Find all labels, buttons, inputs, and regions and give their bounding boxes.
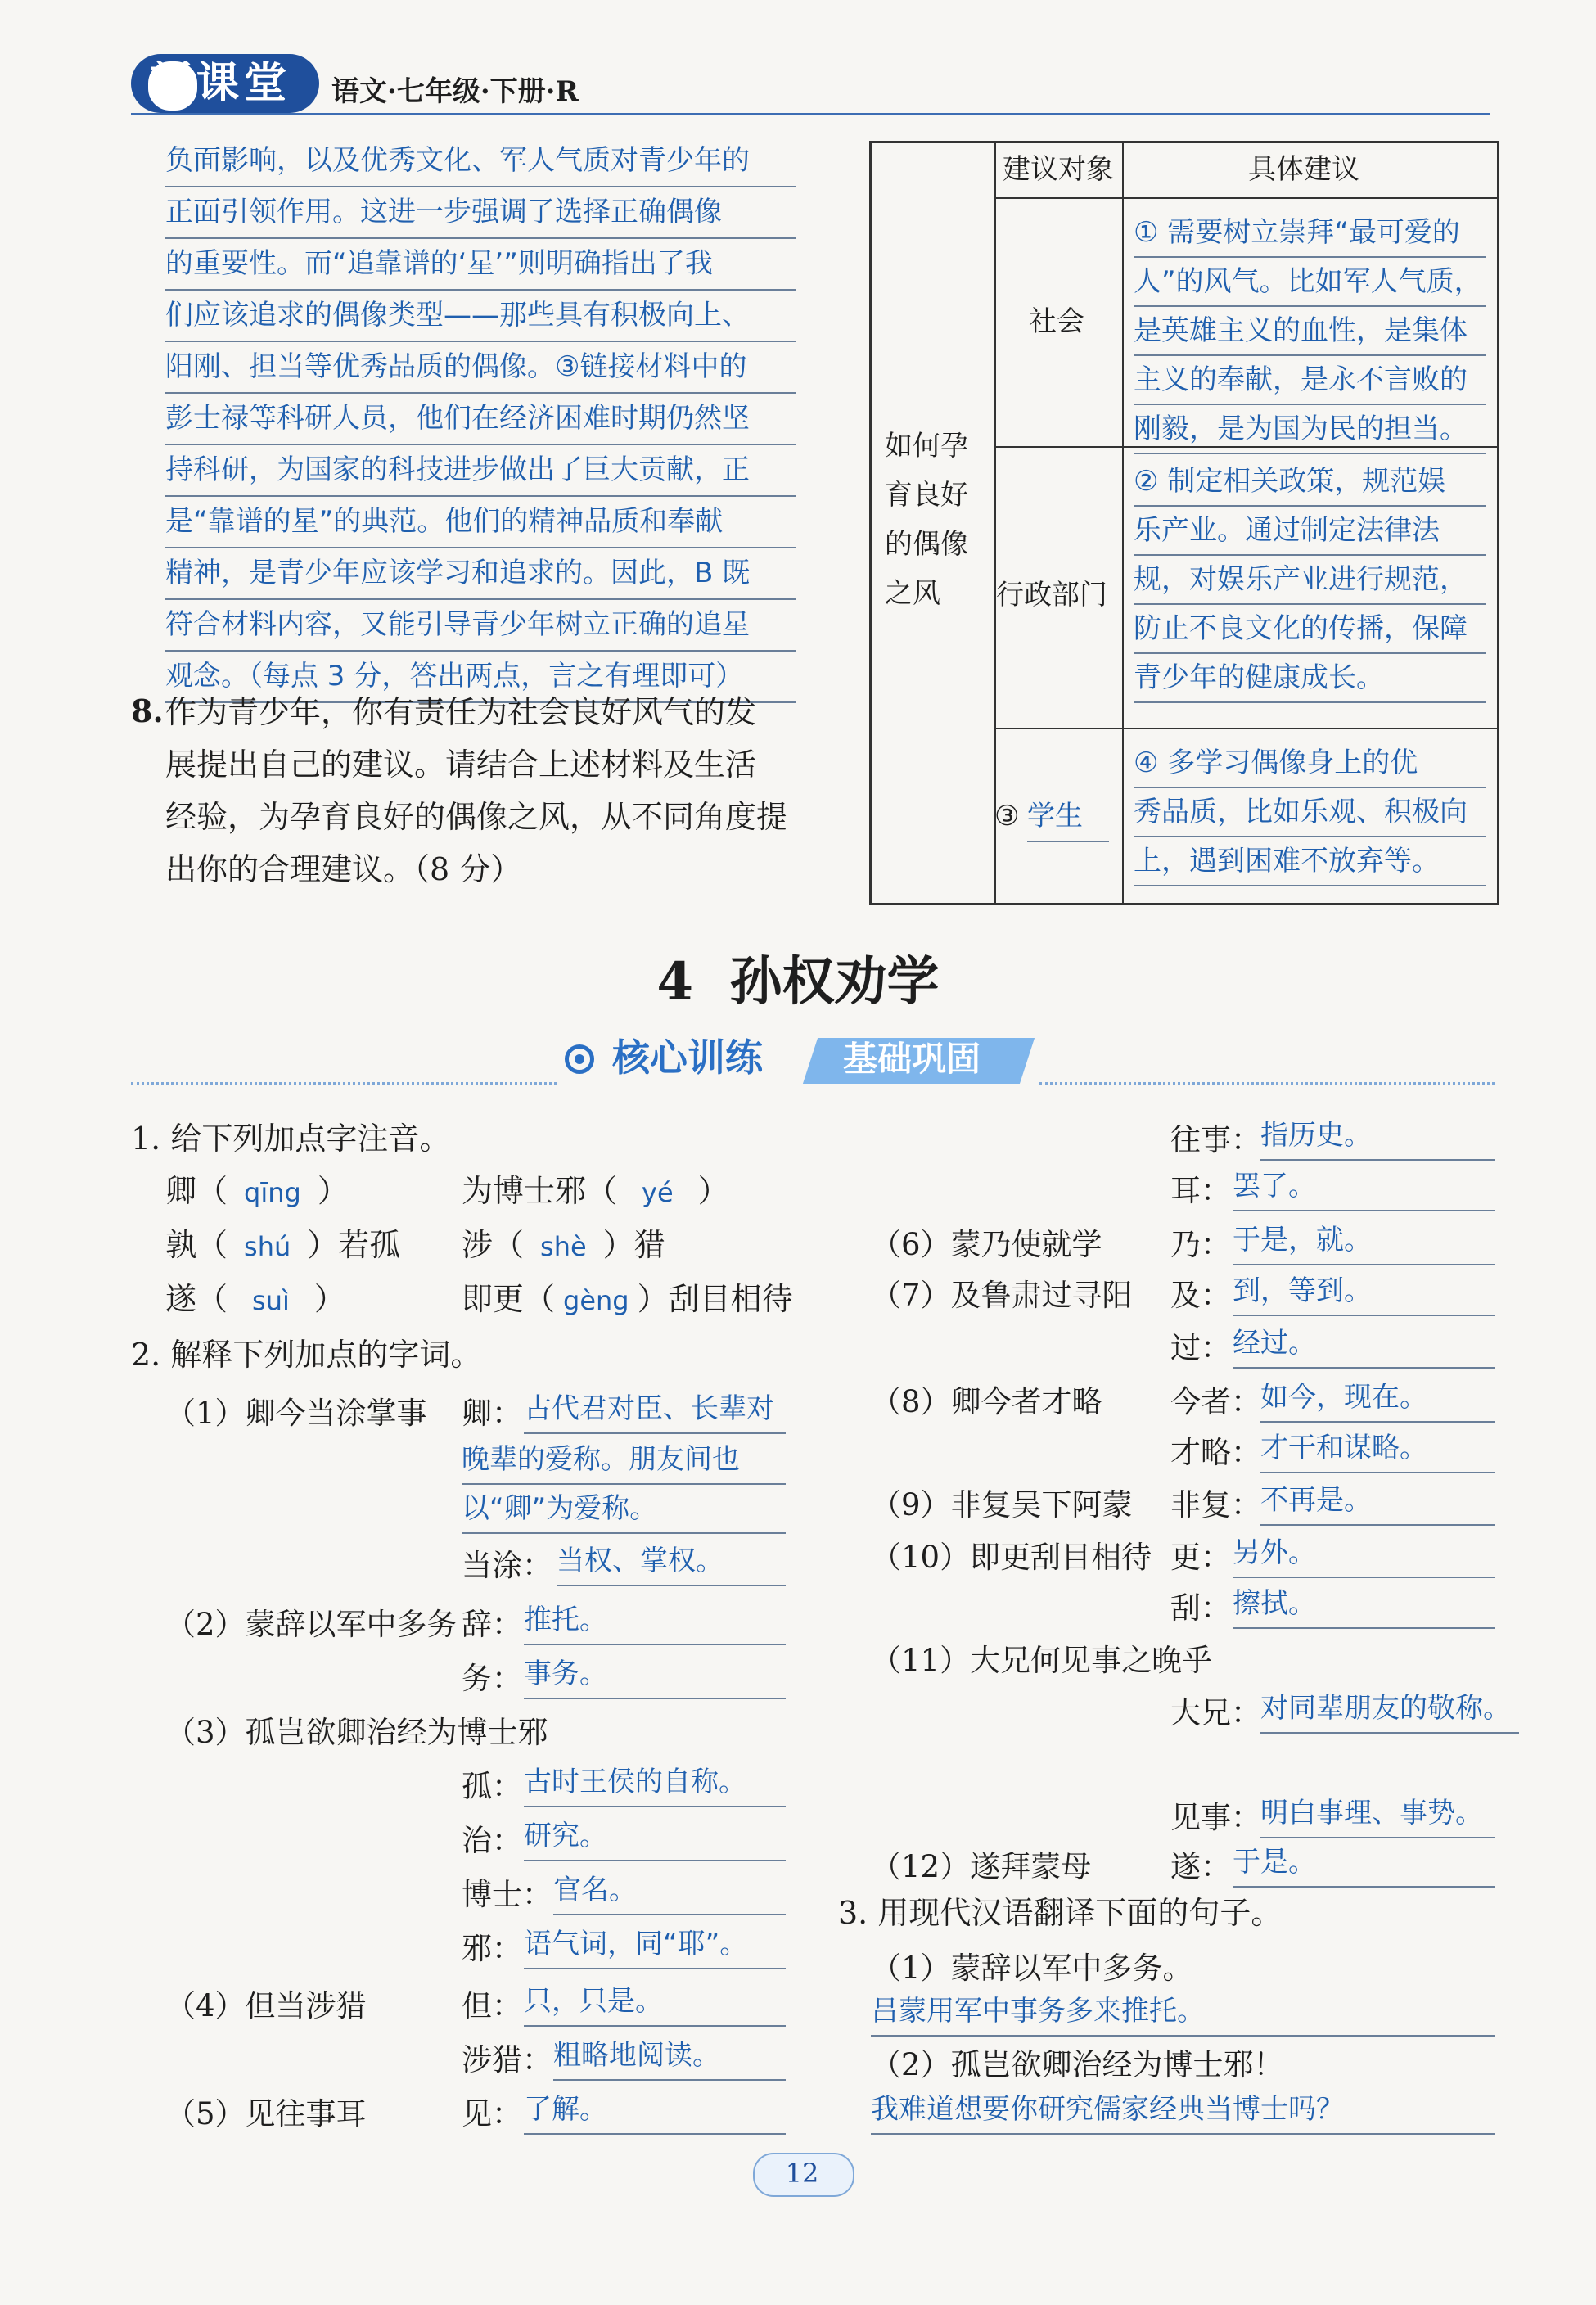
q3-answer: 我难道想要你研究儒家经典当博士吗？ [871,2086,1495,2135]
q2-definition: 推托。 [524,1596,786,1645]
q2-word: 卿： [462,1396,522,1431]
header-logo: 新课堂 [149,59,292,108]
q2-word: 涉猎： [462,2042,552,2077]
banner-left-label: 核心训练 [612,1035,763,1080]
q2-definition: 古时王侯的自称。 [524,1758,786,1807]
table-advice-society: ① 需要树立崇拜“最可爱的 人”的风气。比如军人气质， 是英雄主义的血性，是集体 主义的奉献，是永不言败的 刚毅，是为国为民的担当。 [1134,209,1486,454]
q2-definition: 只，只是。 [524,1978,786,2027]
q1-item: 涉（ shè ）猎 [462,1227,665,1263]
q2-sentence: （7）及鲁肃过寻阳 [871,1278,1133,1313]
answer-line: 正面引领作用。这进一步强调了选择正确偶像 [165,187,796,239]
q3-sentence: （2）孤岂欲卿治经为博士邪！ [871,2047,1284,2082]
q2-word: 大兄： [1170,1695,1261,1730]
q2-definition: 研究。 [524,1812,786,1861]
answer-line: 负面影响，以及优秀文化、军人气质对青少年的 [165,136,796,187]
q1-item: 为博士邪（ yé ） [462,1173,729,1209]
answer-line: 阳刚、担当等优秀品质的偶像。③链接材料中的 [165,342,796,394]
q2-word: 遂： [1170,1849,1231,1884]
q2-sentence: （9）非复吴下阿蒙 [871,1487,1133,1522]
q2-definition: 当权、掌权。 [557,1537,786,1586]
q2-definition: 古代君对臣、长辈对 [524,1385,786,1434]
answer-line: 们应该追求的偶像类型——那些具有积极向上、 [165,291,796,342]
q2-sentence: （2）蒙辞以军中多务 [165,1607,458,1642]
q2-sentence: （4）但当涉猎 [165,1988,367,2023]
q2-word: 非复： [1170,1487,1261,1522]
q8-line: 出你的合理建议。（8 分） [165,851,522,887]
banner-right-label: 基础巩固 [843,1039,981,1079]
header-logo-badge [131,54,319,113]
q2-definition: 到，等到。 [1233,1267,1495,1316]
q2-word: 及： [1170,1278,1231,1313]
q3-stem: 3. 用现代汉语翻译下面的句子。 [838,1895,1283,1931]
q2-sentence: （5）见往事耳 [165,2096,367,2131]
section-banner-line-left [131,1082,557,1085]
table-row-label: 如何孕 育良好 的偶像 之风 [885,430,968,610]
q2-definition: 了解。 [524,2086,786,2135]
q1-item: 孰（ shú ）若孤 [165,1227,401,1263]
q2-definition: 于是，就。 [1233,1216,1495,1265]
q8-line: 作为青少年，你有责任为社会良好风气的发 [165,694,757,730]
q2-definition: 不再是。 [1260,1477,1495,1526]
section-banner-line-right [1039,1082,1495,1085]
q2-definition: 指历史。 [1260,1112,1495,1161]
table-header-target: 建议对象 [1003,153,1114,186]
q2-word: 邪： [462,1931,522,1966]
answer-line: 符合材料内容，又能引导青少年树立正确的追星 [165,600,796,652]
q2-sentence: （11）大兄何见事之晚乎 [871,1643,1213,1678]
header-rule [131,113,1490,115]
page-number: 12 [785,2158,819,2189]
q8-prompt [165,686,804,895]
answer-line: 持科研，为国家的科技进步做出了巨大贡献，正 [165,445,796,497]
q3-answer: 吕蒙用军中事务多来推托。 [871,1987,1495,2037]
q2-definition-cont: 晚辈的爱称。朋友间也 以“卿”为爱称。 [462,1436,786,1534]
q2-word: 务： [462,1661,522,1696]
q2-definition: 另外。 [1233,1529,1495,1578]
q2-word: 当涂： [462,1548,552,1583]
q2-definition: 明白事理、事势。 [1260,1789,1495,1838]
q2-sentence: （12）遂拜蒙母 [871,1849,1092,1884]
answer-line: 观念。（每点 3 分，答出两点，言之有理即可） [165,652,796,703]
q3-sentence: （1）蒙辞以军中多务。 [871,1951,1193,1986]
q2-word: 孤： [462,1769,522,1804]
q2-sentence: （1）卿今当涂掌事 [165,1396,427,1431]
q2-sentence: （8）卿今者才略 [871,1384,1102,1419]
q2-definition: 对同辈朋友的敬称。 [1260,1685,1519,1734]
q1-item: 卿（ qīng ） [165,1173,349,1209]
table-target-admin: 行政部门 [996,579,1107,611]
q1-item: 遂（ suì ） [165,1281,345,1317]
q2-word: 见事： [1170,1800,1261,1835]
header-subtitle: 语文·七年级·下册·R [331,75,579,108]
q2-word: 过： [1170,1330,1231,1365]
table-advice-admin: ② 制定相关政策，规范娱 乐产业。通过制定法律法 规，对娱乐产业进行规范， 防止不良文化的传播，保障 青少年的健康成长。 [1134,458,1486,703]
q2-word: 今者： [1170,1384,1261,1419]
q2-definition: 擦拭。 [1233,1580,1495,1629]
answer-line: 的重要性。而“追靠谱的‘星’”则明确指出了我 [165,239,796,291]
q2-definition: 于是。 [1233,1838,1495,1888]
q2-definition: 粗略地阅读。 [553,2032,786,2081]
table-header-advice: 具体建议 [1248,153,1359,186]
q2-word: 耳： [1170,1173,1231,1208]
q2-definition: 语气词，同“耶”。 [524,1920,786,1969]
answer-line: 是“靠谱的星”的典范。他们的精神品质和奉献 [165,497,796,548]
q2-sentence: （3）孤岂欲卿治经为博士邪 [165,1715,548,1750]
q2-stem: 2. 解释下列加点的字词。 [131,1337,482,1373]
q2-definition: 官名。 [553,1866,786,1915]
q8-line: 经验，为孕育良好的偶像之风，从不同角度提 [165,799,788,835]
suggestion-table [869,141,1499,905]
q2-definition: 如今，现在。 [1260,1374,1495,1423]
q2-word: 但： [462,1988,522,2023]
q8-number: 8. [131,692,164,729]
table-target-prefix: ③ [994,800,1020,832]
q2-word: 博士： [462,1877,552,1912]
q2-definition: 罢了。 [1233,1162,1495,1211]
q2-sentence: （10）即更刮目相待 [871,1540,1152,1575]
table-target-society: 社会 [1029,305,1084,338]
q2-definition: 经过。 [1233,1319,1495,1369]
q2-word: 更： [1170,1540,1231,1575]
answer-line: 精神，是青少年应该学习和追求的。因此，B 既 [165,548,796,600]
q2-word: 治： [462,1823,522,1858]
q2-word: 辞： [462,1607,522,1642]
table-advice-student: ④ 多学习偶像身上的优 秀品质，比如乐观、积极向 上，遇到困难不放弃等。 [1134,739,1486,886]
table-target-student: 学生 [1027,792,1109,842]
q2-word: 见： [462,2096,522,2131]
q2-word: 刮： [1170,1590,1231,1626]
q1-item: 即更（ gèng ）刮目相待 [462,1281,793,1317]
q8-line: 展提出自己的建议。请结合上述材料及生活 [165,747,757,783]
q2-word: 才略： [1170,1435,1261,1470]
lesson-title: 4 孙权劝学 [656,951,940,1013]
q2-word: 乃： [1170,1227,1231,1262]
q2-word: 往事： [1170,1122,1261,1157]
q7-answer-block [165,136,796,703]
q2-sentence: （6）蒙乃使就学 [871,1227,1102,1262]
q1-stem: 1. 给下列加点字注音。 [131,1121,451,1157]
q2-definition: 才干和谋略。 [1260,1424,1495,1473]
q2-definition: 事务。 [524,1650,786,1699]
answer-line: 彭士禄等科研人员，他们在经济困难时期仍然坚 [165,394,796,445]
